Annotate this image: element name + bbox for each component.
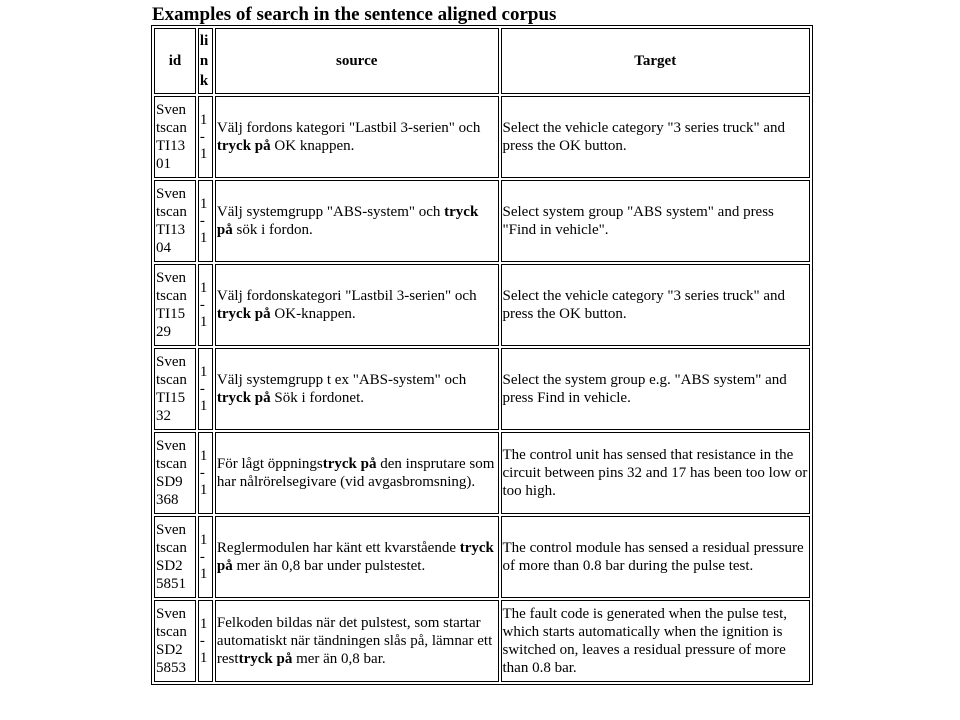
source-text: För lågt öppnings xyxy=(216,456,323,472)
row-id-line: SD2 xyxy=(156,642,183,658)
row-id-line: Sven xyxy=(156,522,186,538)
table-header-row xyxy=(154,28,810,94)
row-source-cell xyxy=(215,432,499,514)
row-id-cell xyxy=(154,432,196,514)
table-row xyxy=(154,264,810,346)
source-text: Välj fordonskategori "Lastbil 3-serien" och xyxy=(216,288,477,304)
row-id-line: TI13 xyxy=(156,138,186,154)
row-source-cell xyxy=(215,180,499,262)
row-source-cell xyxy=(215,96,499,178)
search-match-text: tryck på xyxy=(216,540,494,574)
row-link-line: - xyxy=(199,548,205,565)
row-id-line: TI13 xyxy=(156,222,186,238)
row-link-line: 1 xyxy=(199,531,208,548)
column-header-id: id xyxy=(154,28,196,94)
row-link-cell xyxy=(198,96,213,178)
row-id-line: 5853 xyxy=(156,660,186,676)
table-row xyxy=(154,600,810,682)
row-id-line: 01 xyxy=(156,156,171,172)
row-id-line: TI15 xyxy=(156,306,186,322)
row-id-cell xyxy=(154,600,196,682)
row-link-line: 1 xyxy=(199,615,208,632)
row-id-line: tscan xyxy=(156,372,187,388)
source-text: Felkoden bildas när det pulstest, som startar automatiskt när tändningen slås på, lämnar ett rest xyxy=(216,615,493,667)
column-header-target: Target xyxy=(501,28,811,94)
row-id-line: SD9 xyxy=(156,474,183,490)
source-text: OK knappen. xyxy=(270,138,355,154)
row-target-cell: The control module has sensed a residual pressure of more than 0.8 bar during the pulse test. xyxy=(501,516,811,598)
row-id-line: Sven xyxy=(156,270,186,286)
row-target-cell: Select system group "ABS system" and press "Find in vehicle". xyxy=(501,180,811,262)
row-id-line: tscan xyxy=(156,540,187,556)
row-link-line: - xyxy=(199,464,205,481)
row-link-line: 1 xyxy=(199,229,208,246)
source-text: mer än 0,8 bar under pulstestet. xyxy=(232,558,426,574)
row-id-cell xyxy=(154,348,196,430)
row-link-line: 1 xyxy=(199,111,208,128)
row-link-cell xyxy=(198,600,213,682)
source-text: Reglermodulen har känt ett kvarstående xyxy=(216,540,460,556)
row-link-line: 1 xyxy=(199,363,208,380)
row-id-line: Sven xyxy=(156,186,186,202)
row-id-cell xyxy=(154,180,196,262)
table-row xyxy=(154,180,810,262)
row-link-line: 1 xyxy=(199,565,208,582)
row-link-line: 1 xyxy=(199,447,208,464)
row-id-cell xyxy=(154,264,196,346)
row-link-cell xyxy=(198,516,213,598)
row-id-line: tscan xyxy=(156,120,187,136)
row-link-line: - xyxy=(199,212,205,229)
row-link-cell xyxy=(198,180,213,262)
row-target-cell: The fault code is generated when the pulse test, which starts automatically when the ignition is switched on, leaves a residual pressure of more than 0.8 bar. xyxy=(501,600,811,682)
row-target-cell: Select the vehicle category "3 series truck" and press the OK button. xyxy=(501,96,811,178)
source-text: sök i fordon. xyxy=(232,222,313,238)
row-source-cell xyxy=(215,600,499,682)
row-id-line: Sven xyxy=(156,438,186,454)
page-title: Examples of search in the sentence aligned corpus xyxy=(152,4,557,25)
row-link-line: 1 xyxy=(199,649,208,666)
row-id-line: SD2 xyxy=(156,558,183,574)
row-source-cell xyxy=(215,264,499,346)
table-body xyxy=(154,96,810,682)
row-id-line: Sven xyxy=(156,102,186,118)
row-id-cell xyxy=(154,516,196,598)
row-id-line: 32 xyxy=(156,408,171,424)
row-source-cell xyxy=(215,516,499,598)
source-text: den insprutare som har nålrörelsegivare (vid avgasbromsning). xyxy=(216,456,495,490)
row-id-line: 5851 xyxy=(156,576,186,592)
row-link-line: - xyxy=(199,632,205,649)
search-match-text: tryck på xyxy=(238,651,293,667)
row-id-line: tscan xyxy=(156,204,187,220)
row-link-cell xyxy=(198,348,213,430)
row-id-line: tscan xyxy=(156,456,187,472)
source-text: Välj systemgrupp "ABS-system" och xyxy=(216,204,445,220)
row-source-cell xyxy=(215,348,499,430)
column-header-link-line: n xyxy=(199,53,209,69)
row-link-line: 1 xyxy=(199,145,208,162)
row-link-line: - xyxy=(199,296,205,313)
row-link-line: 1 xyxy=(199,481,208,498)
row-target-cell: Select the vehicle category "3 series truck" and press the OK button. xyxy=(501,264,811,346)
source-text: Sök i fordonet. xyxy=(270,390,364,406)
search-match-text: tryck på xyxy=(216,138,271,154)
row-link-line: 1 xyxy=(199,313,208,330)
row-target-cell: The control unit has sensed that resistance in the circuit between pins 32 and 17 has been too low or too high. xyxy=(501,432,811,514)
source-text: OK-knappen. xyxy=(270,306,356,322)
source-text: Välj fordons kategori "Lastbil 3-serien" och xyxy=(216,120,481,136)
row-id-line: TI15 xyxy=(156,390,186,406)
source-text: mer än 0,8 bar. xyxy=(292,651,386,667)
row-link-line: 1 xyxy=(199,397,208,414)
row-link-line: 1 xyxy=(199,279,208,296)
search-match-text: tryck på xyxy=(322,456,377,472)
row-target-cell: Select the system group e.g. "ABS system" and press Find in vehicle. xyxy=(501,348,811,430)
row-link-line: 1 xyxy=(199,195,208,212)
row-id-line: tscan xyxy=(156,288,187,304)
source-text: Välj systemgrupp t ex "ABS-system" och xyxy=(216,372,467,388)
row-id-cell xyxy=(154,96,196,178)
row-id-line: 04 xyxy=(156,240,171,256)
table-row xyxy=(154,432,810,514)
row-link-cell xyxy=(198,432,213,514)
column-header-source: source xyxy=(215,28,499,94)
aligned-corpus-table xyxy=(151,25,813,685)
row-id-line: 368 xyxy=(156,492,179,508)
table-row xyxy=(154,348,810,430)
column-header-link-line: k xyxy=(199,73,209,89)
row-id-line: 29 xyxy=(156,324,171,340)
row-link-line: - xyxy=(199,128,205,145)
search-match-text: tryck på xyxy=(216,204,479,238)
row-id-line: Sven xyxy=(156,606,186,622)
search-match-text: tryck på xyxy=(216,390,271,406)
row-link-line: - xyxy=(199,380,205,397)
row-link-cell xyxy=(198,264,213,346)
table-row xyxy=(154,516,810,598)
row-id-line: tscan xyxy=(156,624,187,640)
column-header-link-line: li xyxy=(199,33,209,49)
row-id-line: Sven xyxy=(156,354,186,370)
table-row xyxy=(154,96,810,178)
column-header-link xyxy=(198,28,213,94)
search-match-text: tryck på xyxy=(216,306,271,322)
